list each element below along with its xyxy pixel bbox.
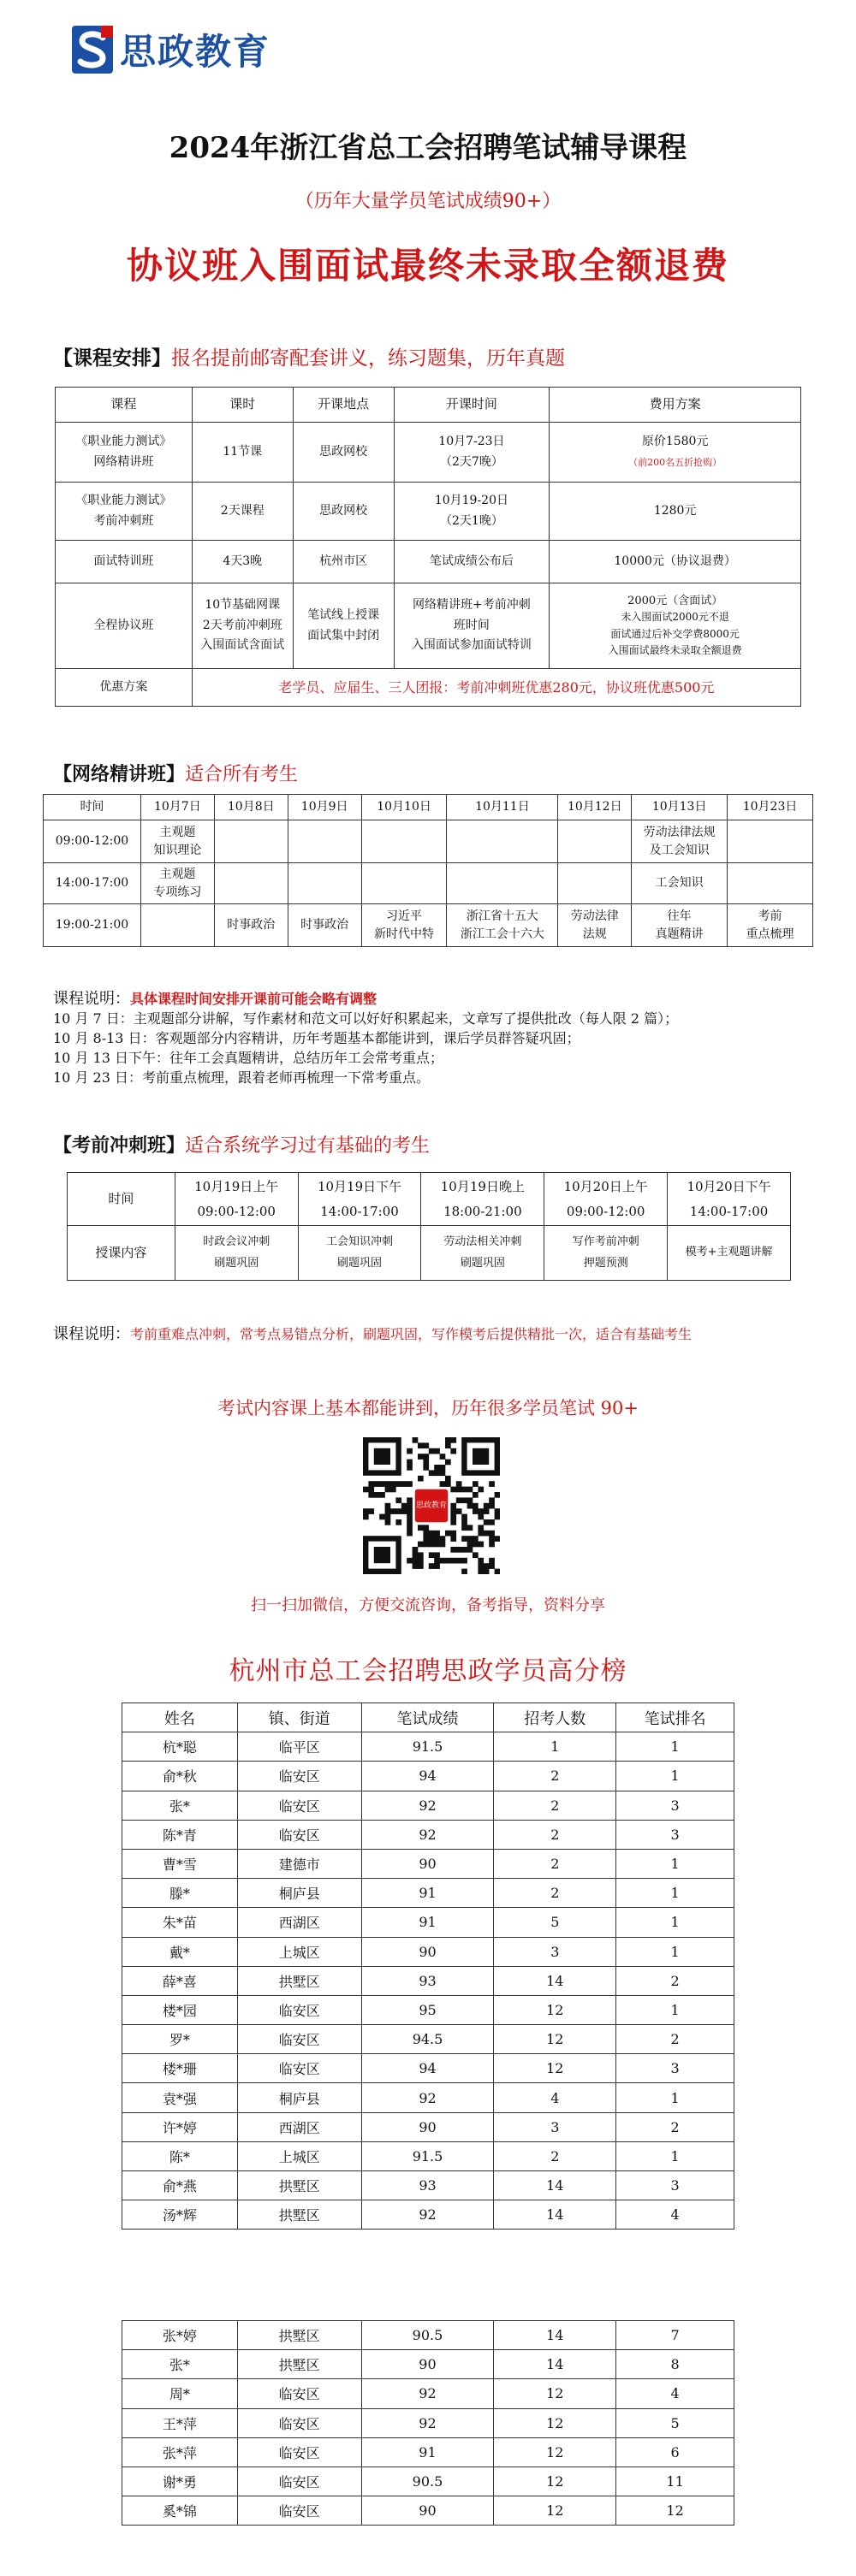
schedule-cell xyxy=(214,863,288,904)
column-header: 开课地点 xyxy=(293,388,394,423)
score-cell: 92 xyxy=(361,2379,494,2408)
rank-cell: 1 xyxy=(616,1995,734,2024)
column-header: 开课时间 xyxy=(394,388,550,423)
table-row xyxy=(44,863,813,904)
name-cell: 楼*珊 xyxy=(122,2054,238,2083)
rank-cell: 3 xyxy=(616,2054,734,2083)
column-header: 课时 xyxy=(192,388,293,423)
table-row xyxy=(122,1820,734,1849)
rank-cell: 7 xyxy=(616,2321,734,2350)
name-cell: 张*萍 xyxy=(122,2437,238,2466)
course-fee-cell: 10000元（协议退费） xyxy=(550,541,801,583)
quota-cell: 1 xyxy=(494,1732,616,1762)
table-row xyxy=(122,2025,734,2054)
schedule-cell: 考前 重点梳理 xyxy=(728,904,813,947)
sprint-slot-cell: 10月19日下午 14:00-17:00 xyxy=(298,1173,421,1226)
ranking-table-1 xyxy=(122,1703,734,2230)
quota-cell: 3 xyxy=(494,2112,616,2141)
promo-line: 考试内容课上基本都能讲到，历年很多学员笔试 90+ xyxy=(217,1398,639,1418)
note-line: 10 月 23 日：考前重点梳理，跟着老师再梳理一下常考重点。 xyxy=(53,1069,430,1086)
rank-cell: 2 xyxy=(616,2025,734,2054)
district-cell: 临安区 xyxy=(237,1995,361,2024)
rank-cell: 6 xyxy=(616,2437,734,2466)
network-heading-label: 【网络精讲班】 xyxy=(53,763,186,785)
sprint-section-heading xyxy=(53,1131,430,1158)
schedule-cell xyxy=(288,820,361,863)
time-slot-cell: 14:00-17:00 xyxy=(44,863,141,904)
column-header: 笔试成绩 xyxy=(361,1703,494,1732)
row-header: 时间 xyxy=(68,1173,175,1226)
course-place-cell: 杭州市区 xyxy=(293,541,394,583)
network-course-notes xyxy=(53,989,678,1087)
page-subtitle: （历年大量学员笔试成绩90+） xyxy=(294,191,562,212)
quota-cell: 12 xyxy=(494,2379,616,2408)
district-cell: 临安区 xyxy=(237,1820,361,1849)
column-header: 镇、街道 xyxy=(237,1703,361,1732)
quota-cell: 12 xyxy=(494,2025,616,2054)
score-cell: 94 xyxy=(361,1762,494,1791)
logo xyxy=(72,24,270,75)
rank-cell: 4 xyxy=(616,2200,734,2230)
name-cell: 俞*秋 xyxy=(122,1762,238,1791)
sprint-heading-note: 适合系统学习过有基础的考生 xyxy=(185,1135,431,1157)
name-cell: 许*婷 xyxy=(122,2112,238,2141)
score-cell: 92 xyxy=(361,2200,494,2230)
name-cell: 朱*苗 xyxy=(122,1908,238,1937)
sprint-schedule-table xyxy=(67,1172,791,1281)
row-header: 授课内容 xyxy=(68,1226,175,1281)
table-row xyxy=(122,1966,734,1995)
sprint-content-cell: 工会知识冲刺 刷题巩固 xyxy=(298,1226,421,1281)
score-cell: 90.5 xyxy=(361,2466,494,2496)
table-row xyxy=(56,583,801,669)
course-hours-cell: 2天课程 xyxy=(192,483,293,541)
name-cell: 张* xyxy=(122,1791,238,1820)
column-header: 费用方案 xyxy=(550,388,801,423)
rank-cell: 3 xyxy=(616,2171,734,2200)
schedule-cell: 浙江省十五大 浙江工会十六大 xyxy=(447,904,558,947)
column-header: 10月10日 xyxy=(361,795,447,820)
table-row xyxy=(56,669,801,707)
score-cell: 95 xyxy=(361,1995,494,2024)
table-row xyxy=(122,2496,734,2526)
qr-code-icon[interactable] xyxy=(363,1437,500,1574)
network-schedule-table xyxy=(43,794,813,947)
district-cell: 拱墅区 xyxy=(237,1966,361,1995)
quota-cell: 2 xyxy=(494,1849,616,1878)
column-header: 10月9日 xyxy=(288,795,361,820)
schedule-cell xyxy=(447,863,558,904)
schedule-cell: 时事政治 xyxy=(288,904,361,947)
page-title: 2024年浙江省总工会招聘笔试辅导课程 xyxy=(169,131,687,165)
score-cell: 90 xyxy=(361,2112,494,2141)
district-cell: 拱墅区 xyxy=(237,2350,361,2379)
quota-cell: 2 xyxy=(494,2141,616,2170)
sprint-slot-cell: 10月20日下午 14:00-17:00 xyxy=(668,1173,791,1226)
quota-cell: 14 xyxy=(494,2171,616,2200)
score-cell: 91 xyxy=(361,1908,494,1937)
column-header: 10月7日 xyxy=(140,795,214,820)
sprint-slot-cell: 10月19日晚上 18:00-21:00 xyxy=(421,1173,544,1226)
quota-cell: 12 xyxy=(494,2054,616,2083)
district-cell: 临安区 xyxy=(237,2466,361,2496)
table-row xyxy=(122,2321,734,2350)
name-cell: 陈*青 xyxy=(122,1820,238,1849)
name-cell: 薛*喜 xyxy=(122,1966,238,1995)
score-cell: 90 xyxy=(361,2496,494,2526)
table-row xyxy=(122,2350,734,2379)
discount-label-cell: 优惠方案 xyxy=(56,669,193,707)
district-cell: 临安区 xyxy=(237,2025,361,2054)
network-table-header xyxy=(44,795,813,820)
quota-cell: 14 xyxy=(494,2200,616,2230)
name-cell: 楼*园 xyxy=(122,1995,238,2024)
column-header: 时间 xyxy=(44,795,141,820)
table-row xyxy=(122,1908,734,1937)
schedule-cell: 主观题 专项练习 xyxy=(140,863,214,904)
name-cell: 奚*锦 xyxy=(122,2496,238,2526)
course-place-cell: 笔试线上授课 面试集中封闭 xyxy=(293,583,394,669)
schedule-cell: 工会知识 xyxy=(632,863,728,904)
schedule-cell: 劳动法律法规 及工会知识 xyxy=(632,820,728,863)
course-name-cell: 面试特训班 xyxy=(56,541,193,583)
course-heading-note: 报名提前邮寄配套讲义，练习题集，历年真题 xyxy=(171,347,565,370)
name-cell: 戴* xyxy=(122,1937,238,1966)
quota-cell: 14 xyxy=(494,2321,616,2350)
name-cell: 滕* xyxy=(122,1879,238,1908)
name-cell: 杭*聪 xyxy=(122,1732,238,1762)
schedule-cell xyxy=(558,863,632,904)
score-cell: 92 xyxy=(361,2408,494,2437)
notes-label: 课程说明： xyxy=(53,990,130,1008)
district-cell: 上城区 xyxy=(237,1937,361,1966)
quota-cell: 2 xyxy=(494,1762,616,1791)
column-header: 招考人数 xyxy=(494,1703,616,1732)
score-cell: 93 xyxy=(361,2171,494,2200)
district-cell: 临安区 xyxy=(237,2408,361,2437)
table-row xyxy=(122,1879,734,1908)
rank-cell: 3 xyxy=(616,1791,734,1820)
table-row xyxy=(122,1732,734,1762)
logo-text: 思政教育 xyxy=(120,31,271,73)
name-cell: 陈* xyxy=(122,2141,238,2170)
table-row xyxy=(122,2171,734,2200)
score-cell: 90 xyxy=(361,1849,494,1878)
score-cell: 94.5 xyxy=(361,2025,494,2054)
note-line: 10 月 7 日：主观题部分讲解，写作素材和范文可以好好积累起来，文章写了提供批改（每人限 2 篇）； xyxy=(53,1010,679,1027)
sprint-slot-cell: 10月20日上午 09:00-12:00 xyxy=(544,1173,668,1226)
quota-cell: 12 xyxy=(494,1995,616,2024)
column-header: 笔试排名 xyxy=(616,1703,734,1732)
district-cell: 西湖区 xyxy=(237,1908,361,1937)
district-cell: 桐庐县 xyxy=(237,1879,361,1908)
refund-banner: 协议班入围面试最终未录取全额退费 xyxy=(126,245,729,287)
course-place-cell: 思政网校 xyxy=(293,423,394,483)
sprint-heading-label: 【考前冲刺班】 xyxy=(53,1134,186,1157)
notes-text: 考前重难点冲刺，常考点易错点分析，刷题巩固，写作模考后提供精批一次，适合有基础考生 xyxy=(130,1326,693,1342)
logo-s-icon xyxy=(72,26,113,74)
discount-note: （前200名五折抢购） xyxy=(628,456,722,468)
table-row xyxy=(56,423,801,483)
schedule-cell xyxy=(361,863,447,904)
course-heading-label: 【课程安排】 xyxy=(53,346,171,370)
table-row xyxy=(122,1937,734,1966)
score-cell: 91 xyxy=(361,1879,494,1908)
sprint-course-notes xyxy=(53,1324,692,1344)
discount-text-cell: 老学员、应届生、三人团报：考前冲刺班优惠280元，协议班优惠500元 xyxy=(192,669,800,707)
table-row xyxy=(68,1173,791,1226)
district-cell: 上城区 xyxy=(237,2141,361,2170)
sprint-content-cell: 劳动法相关冲刺 刷题巩固 xyxy=(421,1226,544,1281)
course-section-heading xyxy=(53,342,565,370)
column-header: 姓名 xyxy=(122,1703,238,1732)
table-row xyxy=(122,2054,734,2083)
course-name-cell: 全程协议班 xyxy=(56,583,193,669)
schedule-cell xyxy=(140,904,214,947)
name-cell: 曹*雪 xyxy=(122,1849,238,1878)
column-header: 10月13日 xyxy=(632,795,728,820)
network-heading-note: 适合所有考生 xyxy=(185,764,299,785)
course-table-header xyxy=(56,388,801,423)
name-cell: 罗* xyxy=(122,2025,238,2054)
score-cell: 93 xyxy=(361,1966,494,1995)
network-section-heading xyxy=(53,760,298,786)
rank-cell: 5 xyxy=(616,2408,734,2437)
quota-cell: 14 xyxy=(494,1966,616,1995)
ranking-table-2 xyxy=(122,2320,734,2526)
note-line: 10 月 8-13 日：客观题部分内容精讲，历年考题基本都能讲到，课后学员群答疑巩固； xyxy=(53,1030,580,1046)
ranking-table-header xyxy=(122,1703,734,1732)
schedule-cell: 劳动法律 法规 xyxy=(558,904,632,947)
district-cell: 临安区 xyxy=(237,2379,361,2408)
table-row xyxy=(122,2141,734,2170)
schedule-cell: 时事政治 xyxy=(214,904,288,947)
sprint-slot-cell: 10月19日上午 09:00-12:00 xyxy=(175,1173,298,1226)
score-cell: 92 xyxy=(361,1820,494,1849)
district-cell: 拱墅区 xyxy=(237,2200,361,2230)
district-cell: 拱墅区 xyxy=(237,2171,361,2200)
quota-cell: 12 xyxy=(494,2408,616,2437)
course-time-cell: 笔试成绩公布后 xyxy=(394,541,550,583)
rank-cell: 1 xyxy=(616,1937,734,1966)
score-cell: 92 xyxy=(361,2083,494,2112)
column-header: 10月12日 xyxy=(558,795,632,820)
time-slot-cell: 09:00-12:00 xyxy=(44,820,141,863)
table-row xyxy=(122,2112,734,2141)
table-row xyxy=(122,1762,734,1791)
rank-cell: 1 xyxy=(616,1762,734,1791)
quota-cell: 3 xyxy=(494,1937,616,1966)
table-row xyxy=(44,820,813,863)
notes-label: 课程说明： xyxy=(53,1325,130,1343)
schedule-cell xyxy=(361,820,447,863)
notes-warning: 具体课程时间安排开课前可能会略有调整 xyxy=(130,991,377,1007)
quota-cell: 12 xyxy=(494,2496,616,2526)
quota-cell: 12 xyxy=(494,2466,616,2496)
score-cell: 90 xyxy=(361,1937,494,1966)
district-cell: 临平区 xyxy=(237,1732,361,1762)
rank-cell: 2 xyxy=(616,2112,734,2141)
district-cell: 临安区 xyxy=(237,1762,361,1791)
name-cell: 俞*燕 xyxy=(122,2171,238,2200)
name-cell: 张*婷 xyxy=(122,2321,238,2350)
column-header: 10月11日 xyxy=(447,795,558,820)
table-row xyxy=(44,904,813,947)
qr-caption: 扫一扫加微信，方便交流咨询，备考指导，资料分享 xyxy=(251,1596,605,1614)
rank-cell: 1 xyxy=(616,1732,734,1762)
score-cell: 90.5 xyxy=(361,2321,494,2350)
rank-cell: 1 xyxy=(616,1908,734,1937)
ranking-title: 杭州市总工会招聘思政学员高分榜 xyxy=(229,1656,627,1686)
table-row xyxy=(122,2437,734,2466)
schedule-cell xyxy=(728,820,813,863)
table-row xyxy=(122,2408,734,2437)
schedule-cell: 习近平 新时代中特 xyxy=(361,904,447,947)
note-line: 10 月 13 日下午：往年工会真题精讲，总结历年工会常考重点； xyxy=(53,1050,443,1066)
course-name-cell: 《职业能力测试》 考前冲刺班 xyxy=(56,483,193,541)
rank-cell: 1 xyxy=(616,1849,734,1878)
course-table xyxy=(55,387,801,707)
table-row xyxy=(56,483,801,541)
course-hours-cell: 10节基础网课 2天考前冲刺班 入围面试含面试 xyxy=(192,583,293,669)
name-cell: 周* xyxy=(122,2379,238,2408)
column-header: 10月23日 xyxy=(728,795,813,820)
table-row xyxy=(122,1995,734,2024)
course-time-cell: 10月7-23日 （2天7晚） xyxy=(394,423,550,483)
rank-cell: 2 xyxy=(616,1966,734,1995)
sprint-content-cell: 写作考前冲刺 押题预测 xyxy=(544,1226,668,1281)
table-row xyxy=(122,1849,734,1878)
table-row xyxy=(122,2083,734,2112)
course-time-cell: 10月19-20日 （2天1晚） xyxy=(394,483,550,541)
district-cell: 桐庐县 xyxy=(237,2083,361,2112)
district-cell: 拱墅区 xyxy=(237,2321,361,2350)
course-hours-cell: 11节课 xyxy=(192,423,293,483)
district-cell: 临安区 xyxy=(237,2437,361,2466)
name-cell: 袁*强 xyxy=(122,2083,238,2112)
table-row xyxy=(122,2200,734,2230)
table-row xyxy=(122,1791,734,1820)
name-cell: 张* xyxy=(122,2350,238,2379)
rank-cell: 3 xyxy=(616,1820,734,1849)
score-cell: 91.5 xyxy=(361,1732,494,1762)
district-cell: 建德市 xyxy=(237,1849,361,1878)
rank-cell: 11 xyxy=(616,2466,734,2496)
course-name-cell: 《职业能力测试》 网络精讲班 xyxy=(56,423,193,483)
course-hours-cell: 4天3晚 xyxy=(192,541,293,583)
course-time-cell: 网络精讲班+考前冲刺 班时间 入围面试参加面试特训 xyxy=(394,583,550,669)
rank-cell: 8 xyxy=(616,2350,734,2379)
course-fee-cell: 原价1580元 （前200名五折抢购） xyxy=(550,423,801,483)
name-cell: 谢*勇 xyxy=(122,2466,238,2496)
rank-cell: 1 xyxy=(616,2141,734,2170)
quota-cell: 5 xyxy=(494,1908,616,1937)
district-cell: 临安区 xyxy=(237,2496,361,2526)
rank-cell: 4 xyxy=(616,2379,734,2408)
schedule-cell xyxy=(288,863,361,904)
table-row xyxy=(122,2379,734,2408)
district-cell: 临安区 xyxy=(237,2054,361,2083)
column-header: 10月8日 xyxy=(214,795,288,820)
score-cell: 92 xyxy=(361,1791,494,1820)
time-slot-cell: 19:00-21:00 xyxy=(44,904,141,947)
quota-cell: 12 xyxy=(494,2437,616,2466)
course-place-cell: 思政网校 xyxy=(293,483,394,541)
rank-cell: 1 xyxy=(616,2083,734,2112)
quota-cell: 2 xyxy=(494,1820,616,1849)
rank-cell: 12 xyxy=(616,2496,734,2526)
schedule-cell: 主观题 知识理论 xyxy=(140,820,214,863)
course-fee-cell: 1280元 xyxy=(550,483,801,541)
schedule-cell xyxy=(558,820,632,863)
table-row xyxy=(68,1226,791,1281)
column-header: 课程 xyxy=(56,388,193,423)
district-cell: 西湖区 xyxy=(237,2112,361,2141)
district-cell: 临安区 xyxy=(237,1791,361,1820)
quota-cell: 14 xyxy=(494,2350,616,2379)
course-fee-cell: 2000元（含面试） 未入围面试2000元不退 面试通过后补交学费8000元 入围面试最终未录取全额退费 xyxy=(550,583,801,669)
table-row xyxy=(122,2466,734,2496)
schedule-cell: 往年 真题精讲 xyxy=(632,904,728,947)
score-cell: 91.5 xyxy=(361,2141,494,2170)
name-cell: 汤*辉 xyxy=(122,2200,238,2230)
schedule-cell xyxy=(214,820,288,863)
score-cell: 91 xyxy=(361,2437,494,2466)
sprint-content-cell: 时政会议冲刺 刷题巩固 xyxy=(175,1226,298,1281)
quota-cell: 4 xyxy=(494,2083,616,2112)
schedule-cell xyxy=(728,863,813,904)
qr-center-text: 思政教育 xyxy=(415,1501,448,1510)
rank-cell: 1 xyxy=(616,1879,734,1908)
table-row xyxy=(56,541,801,583)
quota-cell: 2 xyxy=(494,1791,616,1820)
schedule-cell xyxy=(447,820,558,863)
score-cell: 90 xyxy=(361,2350,494,2379)
score-cell: 94 xyxy=(361,2054,494,2083)
sprint-content-cell: 模考+主观题讲解 xyxy=(668,1226,791,1281)
name-cell: 王*萍 xyxy=(122,2408,238,2437)
quota-cell: 2 xyxy=(494,1879,616,1908)
